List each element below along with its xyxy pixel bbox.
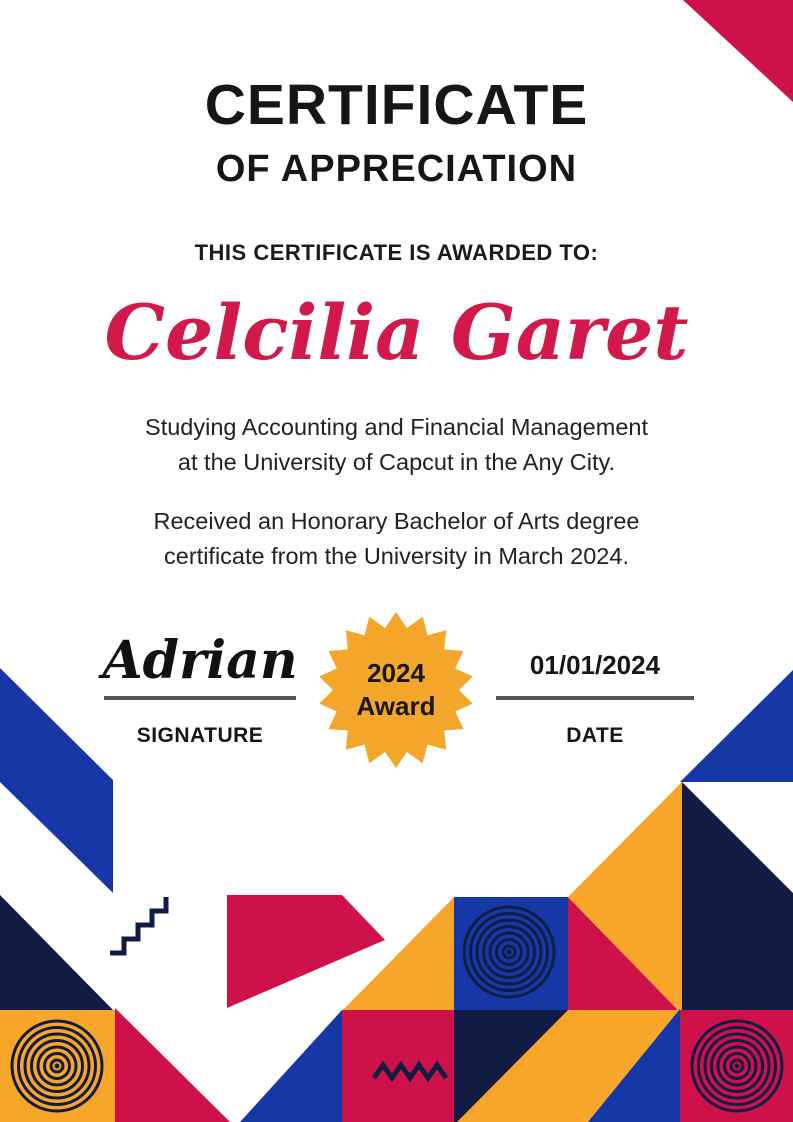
description-2-line-1: Received an Honorary Bachelor of Arts degree: [153, 508, 640, 534]
navy-triangle-left: [0, 895, 113, 1010]
date-rule: [496, 696, 694, 700]
certificate-subtitle: OF APPRECIATION: [215, 148, 578, 190]
badge-year: 2024: [367, 658, 425, 688]
navy-quad-right: [682, 782, 793, 1010]
awarded-to-label: THIS CERTIFICATE IS AWARDED TO:: [194, 240, 599, 265]
crimson-triangle-bottom-left: [115, 1008, 230, 1122]
signature-rule: [104, 696, 296, 700]
date-label: DATE: [566, 724, 624, 747]
signature-label: SIGNATURE: [136, 724, 264, 747]
badge-text: [318, 612, 474, 768]
date-value: 01/01/2024: [529, 650, 661, 680]
signature-script: Adrian: [102, 630, 298, 691]
description-2-line-2: certificate from the University in March 2024.: [164, 543, 629, 569]
description-1-line-2: at the University of Capcut in the Any City.: [177, 449, 616, 475]
description-1-line-1: Studying Accounting and Financial Management: [145, 414, 648, 440]
crimson-pennant-shape: [227, 895, 385, 1008]
staircase-icon: [110, 897, 166, 953]
concentric-circles-icon-left: [12, 1021, 102, 1111]
recipient-name: Celcilia Garet: [104, 288, 689, 377]
description-paragraph-2: [0, 504, 793, 574]
certificate-title: CERTIFICATE: [204, 73, 589, 137]
concentric-circles-icon-center: [464, 907, 554, 997]
description-paragraph-1: [0, 410, 793, 480]
award-badge: [318, 612, 474, 768]
blue-triangle-center: [240, 1010, 342, 1122]
concentric-circles-icon-right: [692, 1021, 782, 1111]
blue-triangle-right: [680, 670, 793, 782]
badge-word: Award: [356, 691, 436, 721]
blue-band-shape: [0, 668, 113, 893]
